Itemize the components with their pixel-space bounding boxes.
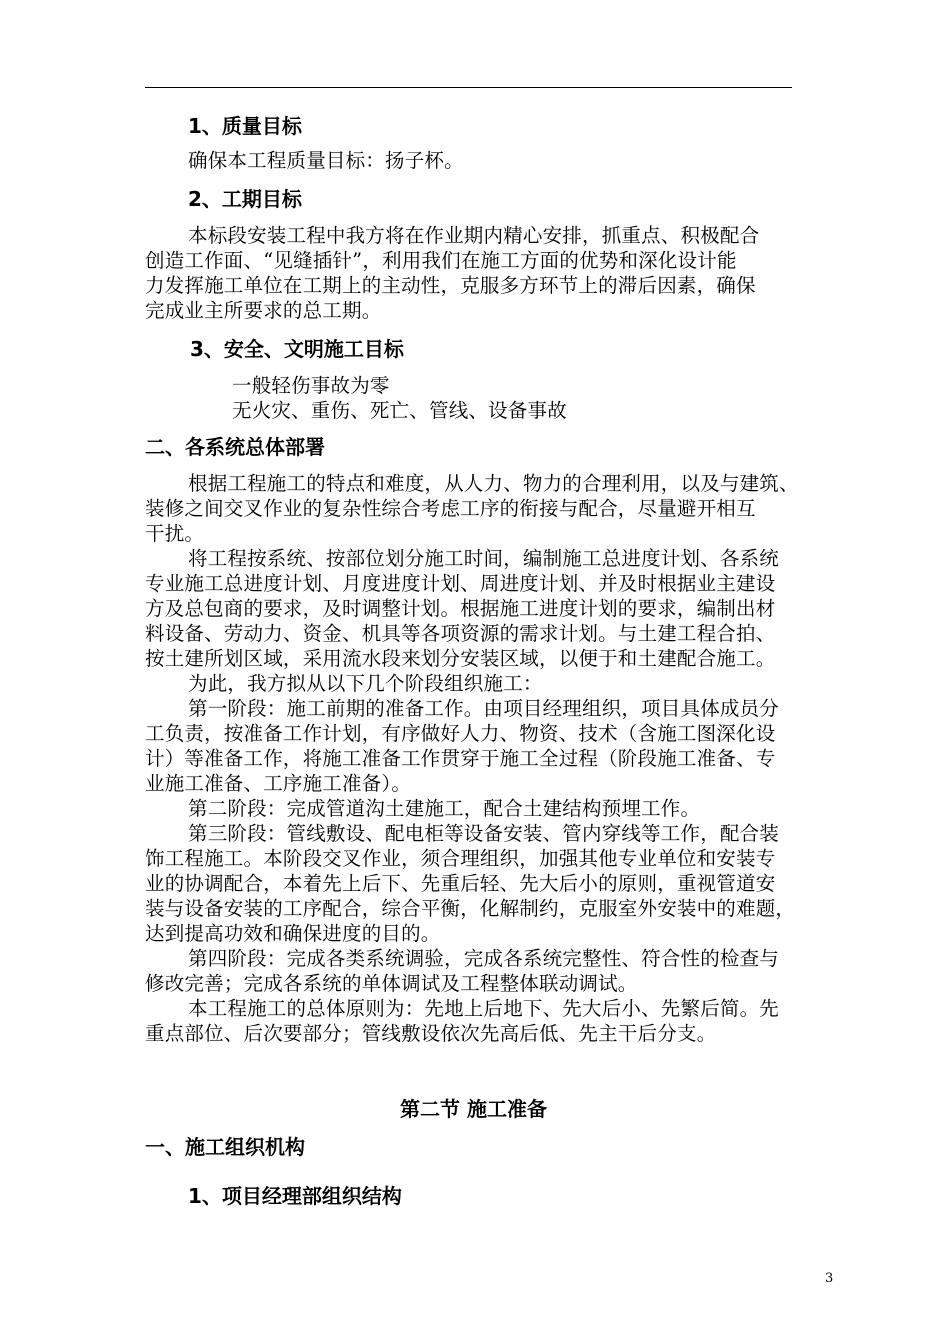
deploy-line: 第一阶段：施工前期的准备工作。由项目经理组织，项目具体成员分 [188,697,780,720]
deploy-line: 业施工准备、工序施工准备）。 [145,772,412,795]
safety-line: 一般轻伤事故为零 [232,374,390,397]
heading-organization: 一、施工组织机构 [145,1135,305,1159]
deploy-line: 料设备、劳动力、资金、机具等各项资源的需求计划。与土建工程合拍、 [145,622,776,645]
heading-quality-goal: 1、质量目标 [188,114,302,138]
deploy-line: 工负责，按准备工作计划，有序做好人力、物资、技术（含施工图深化设 [145,722,776,745]
deploy-line: 为此，我方拟从以下几个阶段组织施工： [188,672,543,695]
deploy-line: 装修之间交叉作业的复杂性综合考虑工序的衔接与配合，尽量避开相互 [145,497,756,520]
deploy-line: 将工程按系统、按部位划分施工时间，编制施工总进度计划、各系统 [188,547,780,570]
deploy-line: 饰工程施工。本阶段交叉作业，须合理组织，加强其他专业单位和安装专 [145,847,776,870]
schedule-line: 力发挥施工单位在工期上的主动性，克服多方环节上的滞后因素，确保 [145,274,756,297]
deploy-line: 修改完善；完成各系统的单体调试及工程整体联动调试。 [145,972,638,995]
deploy-line: 根据工程施工的特点和难度，从人力、物力的合理利用，以及与建筑、 [188,472,799,495]
heading-schedule-goal: 2、工期目标 [188,187,302,211]
safety-line: 无火灾、重伤、死亡、管线、设备事故 [232,399,567,422]
deploy-line: 专业施工总进度计划、月度进度计划、周进度计划、并及时根据业主建设 [145,572,776,595]
deploy-line: 业的协调配合，本着先上后下、先重后轻、先大后小的原则，重视管道安 [145,872,776,895]
schedule-line: 完成业主所要求的总工期。 [145,299,382,322]
deploy-line: 重点部位、后次要部分；管线敷设依次先高后低、先主干后分支。 [145,1022,717,1045]
heading-system-deployment: 二、各系统总体部署 [145,435,325,459]
deploy-line: 方及总包商的要求，及时调整计划。根据施工进度计划的要求，编制出材 [145,597,776,620]
deploy-line: 计）等准备工作，将施工准备工作贯穿于施工全过程（阶段施工准备、专 [145,747,776,770]
deploy-line: 本工程施工的总体原则为：先地上后地下、先大后小、先繁后简。先 [188,997,780,1020]
heading-safety-goal: 3、安全、文明施工目标 [190,337,404,361]
deploy-line: 达到提高功效和确保进度的目的。 [145,922,441,945]
schedule-line: 创造工作面、“见缝插针”，利用我们在施工方面的优势和深化设计能 [145,249,737,272]
deploy-line: 第二阶段：完成管道沟土建施工，配合土建结构预埋工作。 [188,797,701,820]
page-number: 3 [825,1271,834,1286]
deploy-line: 按土建所划区域，采用流水段来划分安装区域，以便于和土建配合施工。 [145,647,776,670]
deploy-line: 第四阶段：完成各类系统调验，完成各系统完整性、符合性的检查与 [188,947,780,970]
deploy-line: 装与设备安装的工序配合，综合平衡，化解制约，克服室外安装中的难题， [145,897,796,920]
heading-organization-structure: 1、项目经理部组织结构 [188,1184,402,1208]
deploy-line: 干扰。 [145,522,205,545]
section-title: 第二节 施工准备 [400,1097,547,1121]
deploy-line: 第三阶段：管线敷设、配电柜等设备安装、管内穿线等工作，配合装 [188,822,780,845]
schedule-line: 本标段安装工程中我方将在作业期内精心安排，抓重点、积极配合 [188,224,760,247]
paragraph-quality-goal: 确保本工程质量目标：扬子杯。 [188,149,464,172]
header-rule [145,87,792,88]
